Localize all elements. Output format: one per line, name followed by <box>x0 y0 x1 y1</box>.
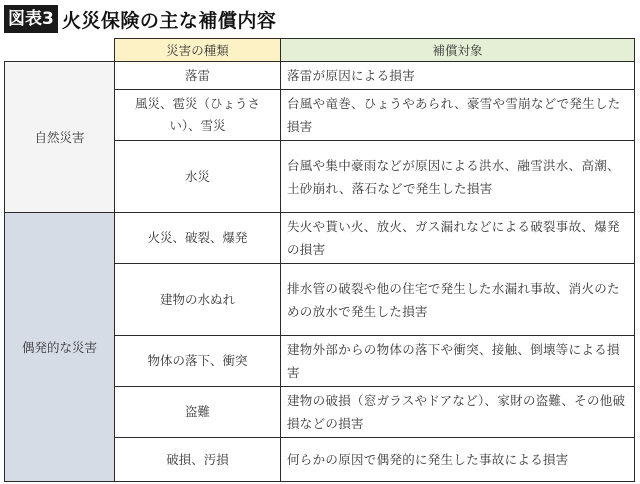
header-blank-cell <box>5 39 115 62</box>
disaster-type-cell: 火災、破裂、爆発 <box>115 213 281 264</box>
coverage-description-cell: 建物外部からの物体の落下や衝突、接触、倒壊等による損害 <box>281 336 635 387</box>
figure-title <box>4 4 276 34</box>
disaster-type-cell: 水災 <box>115 141 281 213</box>
disaster-type-cell: 落雷 <box>115 62 281 90</box>
header-coverage-target: 補償対象 <box>281 39 635 62</box>
disaster-type-cell: 盗難 <box>115 387 281 438</box>
coverage-description-cell: 建物の破損（窓ガラスやドアなど）、家財の盗難、その他破損などの損害 <box>281 387 635 438</box>
disaster-type-cell: 建物の水ぬれ <box>115 264 281 336</box>
coverage-description-cell: 失火や貰い火、放火、ガス漏れなどによる破裂事故、爆発の損害 <box>281 213 635 264</box>
figure-title-text: 火災保険の主な補償内容 <box>61 9 277 32</box>
coverage-description-cell: 落雷が原因による損害 <box>281 62 635 90</box>
coverage-description-cell: 台風や竜巻、ひょうやあられ、豪雪や雪崩などで発生した損害 <box>281 90 635 141</box>
table-row <box>5 213 635 264</box>
coverage-description-cell: 何らかの原因で偶発的に発生した事故による損害 <box>281 438 635 482</box>
header-row <box>5 39 635 62</box>
category-natural-disaster: 自然災害 <box>5 62 115 213</box>
disaster-type-cell: 破損、汚損 <box>115 438 281 482</box>
table-row <box>5 62 635 90</box>
coverage-description-cell: 排水管の破裂や他の住宅で発生した水漏れ事故、消火のための放水で発生した損害 <box>281 264 635 336</box>
category-accidental-disaster: 偶発的な災害 <box>5 213 115 482</box>
coverage-description-cell: 台風や集中豪雨などが原因による洪水、融雪洪水、高潮、土砂崩れ、落石などで発生した損害 <box>281 141 635 213</box>
disaster-type-cell: 物体の落下、衝突 <box>115 336 281 387</box>
figure-number-badge: 図表3 <box>4 5 58 33</box>
disaster-type-cell: 風災、雹災（ひょうさい）、雪災 <box>115 90 281 141</box>
coverage-table <box>4 38 635 482</box>
header-disaster-type: 災害の種類 <box>115 39 281 62</box>
